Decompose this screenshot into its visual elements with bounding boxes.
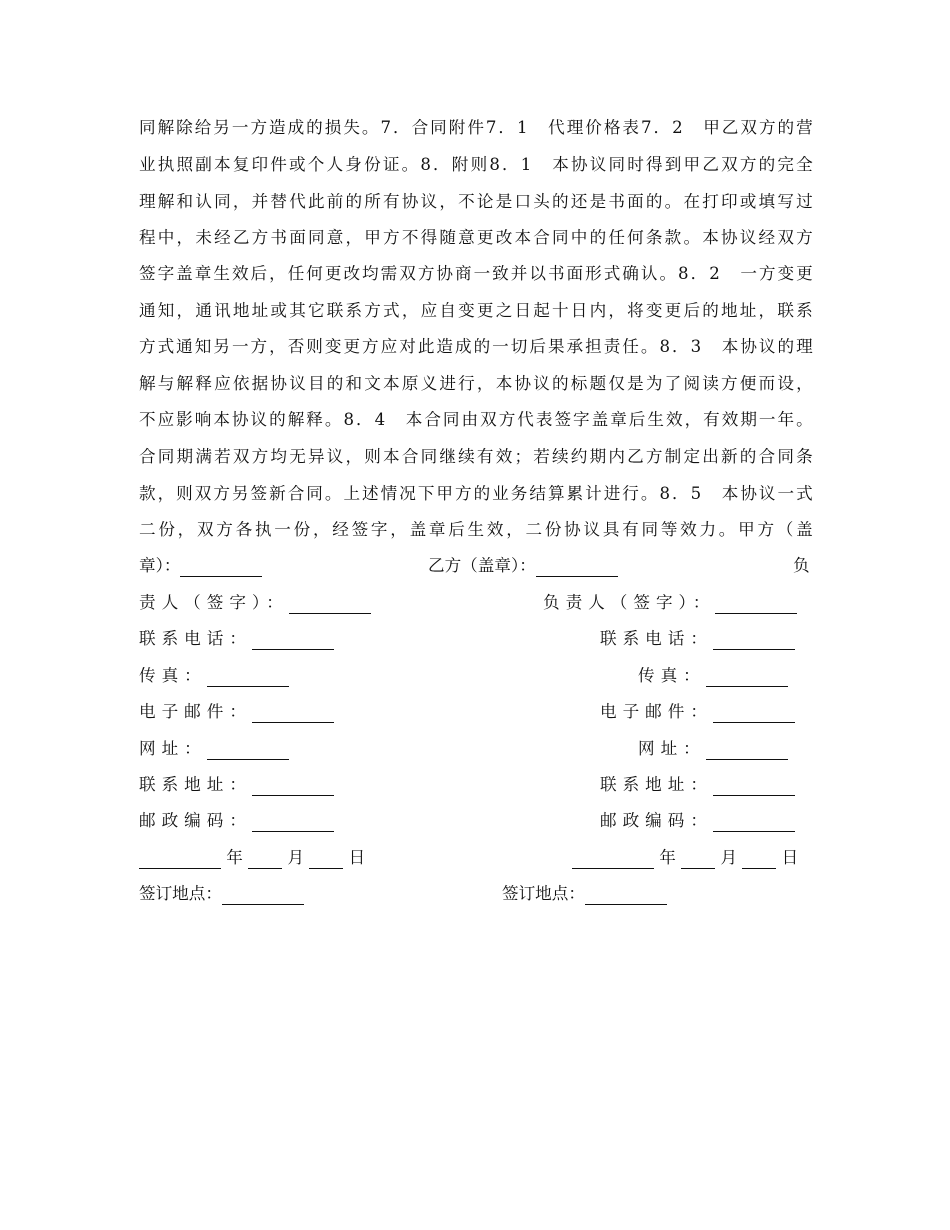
paragraph-line: 通知，通讯地址或其它联系方式，应自变更之日起十日内，将变更后的地址，联系 [139, 301, 813, 320]
paragraph-line: 理解和认同，并替代此前的所有协议，不论是口头的还是书面的。在打印或填写过 [139, 192, 813, 211]
paragraph-line: 合同期满若双方均无异议，则本合同继续有效；若续约期内乙方制定出新的合同条 [139, 447, 813, 466]
paragraph-line: 不应影响本协议的解释。8．4 本合同由双方代表签字盖章后生效，有效期一年。 [139, 410, 813, 429]
party-a-phone-blank [252, 629, 334, 650]
party-b-website-label: 网址： [638, 739, 706, 758]
party-a-date [139, 840, 365, 876]
party-b-fax [638, 658, 788, 694]
day-label: 日 [348, 848, 366, 867]
responsible-char: 负 [793, 556, 810, 575]
party-a-email-blank [252, 702, 334, 723]
party-a-address-blank [252, 775, 334, 796]
party-a-seal [139, 548, 262, 584]
paragraph-line: 程中，未经乙方书面同意，甲方不得随意更改本合同中的任何条款。本协议经双方 [139, 228, 813, 247]
party-b-sign-place [502, 876, 667, 912]
party-a-sign-place-blank [222, 884, 304, 905]
party-b-email-label: 电子邮件： [600, 702, 713, 721]
year-label: 年 [226, 848, 243, 867]
year-blank [572, 848, 654, 869]
paragraph-line: 同解除给另一方造成的损失。7．合同附件7．1 代理价格表7．2 甲乙双方的营 [139, 118, 813, 137]
paragraph-line: 款，则双方另签新合同。上述情况下甲方的业务结算累计进行。8．5 本协议一式 [139, 484, 813, 503]
party-b-fax-label: 传真： [638, 666, 706, 685]
day-label: 日 [781, 848, 799, 867]
party-b-website [638, 731, 788, 767]
month-label: 月 [720, 848, 738, 867]
party-a-phone [139, 621, 334, 657]
party-b-address-label: 联系地址： [600, 775, 713, 794]
party-b-email [600, 694, 795, 730]
party-b-phone [600, 621, 795, 657]
party-b-fax-blank [706, 666, 788, 687]
party-a-sign-place-label: 签订地点： [139, 884, 222, 903]
party-b-responsible [543, 585, 797, 621]
party-b-postcode [600, 803, 795, 839]
party-b-sign-place-blank [585, 884, 667, 905]
party-b-address-blank [713, 775, 795, 796]
party-a-responsible-blank [289, 593, 371, 614]
party-a-address [139, 767, 334, 803]
party-a-responsible [139, 585, 371, 621]
party-a-website-label: 网址： [139, 739, 207, 758]
party-a-fax-label: 传真： [139, 666, 207, 685]
party-b-postcode-blank [713, 811, 795, 832]
party-a-sign-place [139, 876, 304, 912]
day-blank [309, 848, 343, 869]
party-b-email-blank [713, 702, 795, 723]
party-a-postcode-blank [252, 811, 334, 832]
month-blank [248, 848, 282, 869]
party-b-sign-place-label: 签订地点： [502, 884, 585, 903]
party-a-fax-blank [207, 666, 289, 687]
party-b-phone-label: 联系电话： [600, 629, 713, 648]
party-a-email [139, 694, 334, 730]
party-b-responsible-label: 负责人（签字）： [543, 593, 716, 612]
party-b-date [572, 840, 798, 876]
party-a-address-label: 联系地址： [139, 775, 252, 794]
party-a-postcode-label: 邮政编码： [139, 811, 252, 830]
month-label: 月 [287, 848, 305, 867]
party-b-address [600, 767, 795, 803]
party-a-fax [139, 658, 289, 694]
party-a-website-blank [207, 739, 289, 760]
party-b-website-blank [706, 739, 788, 760]
party-a-seal-blank [180, 556, 262, 577]
party-b-responsible-blank [715, 593, 797, 614]
month-blank [681, 848, 715, 869]
year-blank [139, 848, 221, 869]
party-b-postcode-label: 邮政编码： [600, 811, 713, 830]
party-a-phone-label: 联系电话： [139, 629, 252, 648]
party-b-seal-label: 乙方（盖章）： [428, 556, 536, 575]
day-blank [742, 848, 776, 869]
paragraph-line: 签字盖章生效后，任何更改均需双方协商一致并以书面形式确认。8．2 一方变更 [139, 264, 813, 283]
party-a-email-label: 电子邮件： [139, 702, 252, 721]
year-label: 年 [659, 848, 676, 867]
paragraph-line: 二份，双方各执一份，经签字，盖章后生效，二份协议具有同等效力。甲方（盖 [139, 520, 813, 539]
party-a-responsible-label: 责人（签字）： [139, 593, 289, 612]
party-a-postcode [139, 803, 334, 839]
party-b-seal-blank [536, 556, 618, 577]
party-a-seal-label: 章）： [139, 556, 181, 575]
party-b-seal [428, 548, 618, 584]
party-a-website [139, 731, 289, 767]
paragraph-line: 业执照副本复印件或个人身份证。8．附则8．1 本协议同时得到甲乙双方的完全 [139, 155, 813, 174]
paragraph-line: 解与解释应依据协议目的和文本原义进行，本协议的标题仅是为了阅读方便而设， [139, 374, 813, 393]
party-b-phone-blank [713, 629, 795, 650]
paragraph-line: 方式通知另一方，否则变更方应对此造成的一切后果承担责任。8．3 本协议的理 [139, 337, 813, 356]
